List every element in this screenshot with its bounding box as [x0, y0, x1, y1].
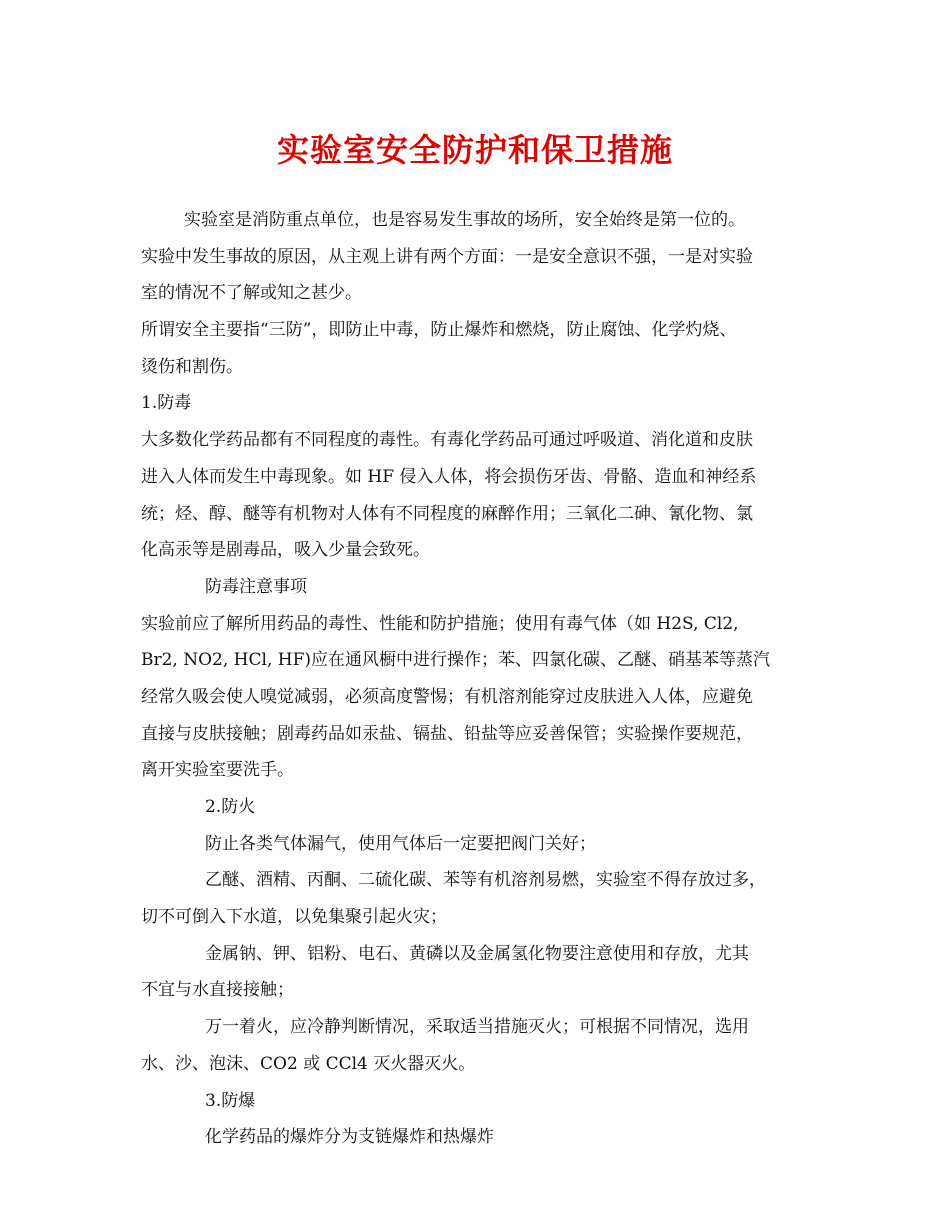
text-line: 统；烃、醇、醚等有机物对人体有不同程度的麻醉作用；三氧化二砷、氰化物、氯: [141, 503, 753, 524]
text-line: 万一着火，应冷静判断情况，采取适当措施灭火；可根据不同情况，选用: [205, 1017, 749, 1038]
text-line: 金属钠、钾、铝粉、电石、黄磷以及金属氢化物要注意使用和存放，尤其: [205, 943, 749, 964]
text-line: 室的情况不了解或知之甚少。: [141, 283, 362, 304]
text-line: 直接与皮肤接触；剧毒药品如汞盐、镉盐、铅盐等应妥善保管；实验操作要规范，: [141, 723, 753, 744]
text-line: 1.防毒: [141, 393, 192, 414]
text-line: 进入人体而发生中毒现象。如 HF 侵入人体，将会损伤牙齿、骨骼、造血和神经系: [141, 466, 757, 487]
text-line: 切不可倒入下水道，以免集聚引起火灾；: [141, 907, 447, 928]
text-line: 2.防火: [205, 797, 256, 817]
text-line: 3.防爆: [205, 1090, 256, 1111]
document-body: [141, 202, 823, 1156]
text-line: 大多数化学药品都有不同程度的毒性。有毒化学药品可通过呼吸道、消化道和皮肤: [141, 430, 753, 451]
text-line: Br2, NO2, HCl, HF)应在通风橱中进行操作；苯、四氯化碳、乙醚、硝基苯等蒸汽: [141, 650, 771, 671]
document-title: 实验室安全防护和保卫措施: [276, 131, 673, 169]
text-line: 所谓安全主要指“三防”，即防止中毒，防止爆炸和燃烧，防止腐蚀、化学灼烧、: [141, 320, 737, 341]
text-line: 防毒注意事项: [205, 576, 307, 597]
text-line: 实验前应了解所用药品的毒性、性能和防护措施；使用有毒气体（如 H2S, Cl2,: [141, 613, 739, 634]
text-line: 化高汞等是剧毒品，吸入少量会致死。: [141, 540, 430, 561]
text-line: 水、沙、泡沫、CO2 或 CCl4 灭火器灭火。: [141, 1053, 476, 1074]
text-line: 实验中发生事故的原因，从主观上讲有两个方面：一是安全意识不强，一是对实验: [141, 246, 753, 267]
text-line: 不宜与水直接接触；: [141, 980, 294, 1001]
text-line: 防止各类气体漏气，使用气体后一定要把阀门关好；: [205, 833, 596, 854]
text-line: 经常久吸会使人嗅觉减弱，必须高度警惕；有机溶剂能穿过皮肤进入人体，应避免: [141, 686, 753, 707]
text-line: 实验室是消防重点单位，也是容易发生事故的场所，安全始终是第一位的。: [184, 210, 745, 230]
text-line: 化学药品的爆炸分为支链爆炸和热爆炸: [205, 1127, 494, 1148]
text-line: 烫伤和割伤。: [141, 356, 243, 377]
text-line: 乙醚、酒精、丙酮、二硫化碳、苯等有机溶剂易燃，实验室不得存放过多，: [205, 870, 766, 891]
text-line: 离开实验室要洗手。: [141, 760, 294, 781]
